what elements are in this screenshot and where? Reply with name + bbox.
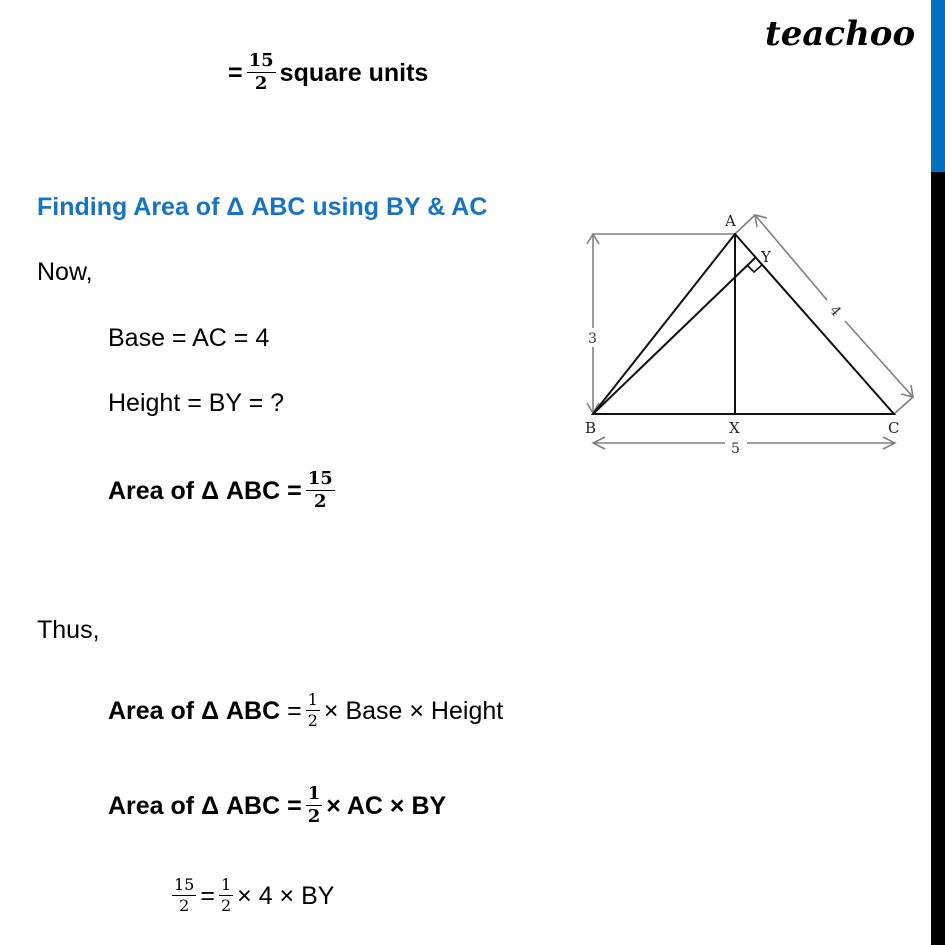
- fraction-15-over-2: $\frac{15}{2}$: [307, 468, 333, 512]
- formula-1-rest: × Base × Height: [323, 696, 504, 725]
- formula-2-rest: × AC × BY: [326, 791, 447, 820]
- formula-2-label: Area of Δ ABC =: [108, 791, 302, 820]
- fraction-15-over-2: $\frac{15}{2}$: [248, 50, 274, 94]
- vertex-label-b: B: [585, 419, 597, 437]
- fraction-15-over-2: $\frac{15}{2}$: [174, 875, 195, 915]
- formula-1-equals: =: [287, 696, 302, 725]
- vertex-label-a: A: [725, 212, 736, 230]
- formula-1-label: Area of Δ ABC: [108, 696, 281, 725]
- teachoo-logo: teachoo: [765, 14, 916, 54]
- fraction-1-over-2: $\frac{1}{2}$: [220, 875, 232, 915]
- thus-label: Thus,: [37, 616, 100, 644]
- triangle-lines: [593, 234, 894, 414]
- vertex-label-c: C: [888, 419, 900, 437]
- vertex-labels: [585, 212, 899, 437]
- height-line: Height = BY = ?: [108, 389, 285, 417]
- equation-rest: × 4 × BY: [237, 881, 335, 910]
- units-label: square units: [279, 58, 429, 87]
- equals-sign: =: [228, 58, 243, 87]
- vertex-label-y: Y: [761, 248, 771, 266]
- fraction-1-over-2: $\frac{1}{2}$: [307, 690, 318, 730]
- dimension-label-side: 4: [825, 302, 844, 320]
- area-given-label: Area of Δ ABC =: [108, 476, 302, 505]
- dimension-label-height: 3: [588, 331, 597, 347]
- equation-equals: =: [200, 881, 215, 910]
- dimension-labels: [588, 303, 844, 457]
- fraction-1-over-2: $\frac{1}{2}$: [307, 783, 321, 827]
- dimension-label-base: 5: [731, 441, 740, 457]
- base-line: Base = AC = 4: [108, 324, 270, 352]
- section-heading: Finding Area of Δ ABC using BY & AC: [37, 193, 488, 221]
- vertex-label-x: X: [729, 419, 740, 437]
- now-label: Now,: [37, 258, 93, 286]
